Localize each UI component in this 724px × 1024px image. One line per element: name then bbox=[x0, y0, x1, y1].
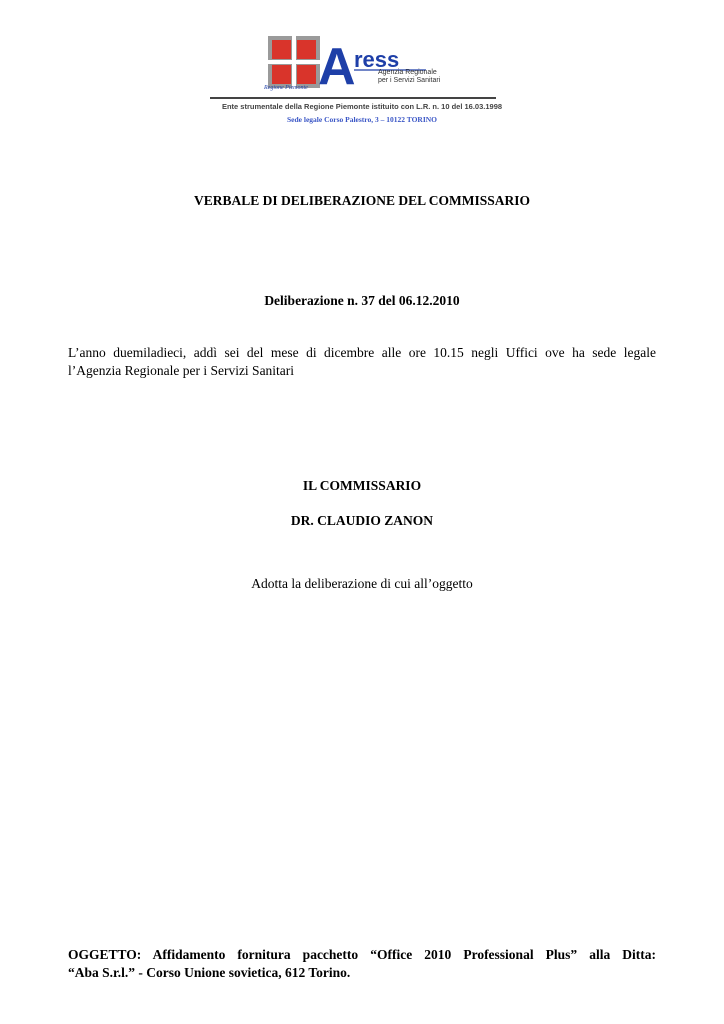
subject-line-2: “Aba S.r.l.” - Corso Unione sovietica, 612 Torino. bbox=[68, 965, 351, 980]
action-line: Adotta la deliberazione di cui all’oggetto bbox=[251, 576, 473, 591]
commissioner-name: DR. CLAUDIO ZANON bbox=[290, 513, 434, 528]
agency-line-2: per i Servizi Sanitari bbox=[378, 77, 441, 84]
intro-line-2: l’Agenzia Regionale per i Servizi Sanitari bbox=[68, 363, 295, 378]
sede-line: Sede legale Corso Palestro, 3 – 10122 TORINO bbox=[287, 115, 437, 124]
logo-red-quadrant bbox=[297, 65, 316, 84]
logo-letter-a: A bbox=[318, 38, 356, 92]
logo-red-quadrant bbox=[297, 40, 316, 59]
subject-paragraph bbox=[68, 946, 656, 982]
agency-name bbox=[378, 69, 440, 85]
ente-line: Ente strumentale della Regione Piemonte istituito con L.R. n. 10 del 16.03.1998 bbox=[221, 102, 503, 111]
intro-line-1: L’anno duemiladieci, addì sei del mese di dicembre alle ore 10.15 negli Uffici ove ha sede legale bbox=[68, 345, 656, 360]
logo-red-quadrant bbox=[272, 40, 291, 59]
logo-word-ress: ress bbox=[354, 47, 400, 72]
role-label: IL COMMISSARIO bbox=[302, 478, 422, 493]
logo-red-quadrant bbox=[272, 65, 291, 84]
intro-paragraph bbox=[68, 344, 656, 380]
agency-line-1: Agenzia Regionale bbox=[378, 69, 437, 76]
header-rule bbox=[210, 97, 496, 99]
region-label: Regione Piemonte bbox=[264, 85, 308, 91]
subject-line-1: OGGETTO: Affidamento fornitura pacchetto “Office 2010 Professional Plus” alla Ditta: bbox=[68, 947, 656, 962]
document-title: VERBALE DI DELIBERAZIONE DEL COMMISSARIO bbox=[193, 193, 531, 208]
deliberation-number: Deliberazione n. 37 del 06.12.2010 bbox=[264, 293, 460, 308]
logo-cross-horizontal bbox=[268, 60, 320, 64]
